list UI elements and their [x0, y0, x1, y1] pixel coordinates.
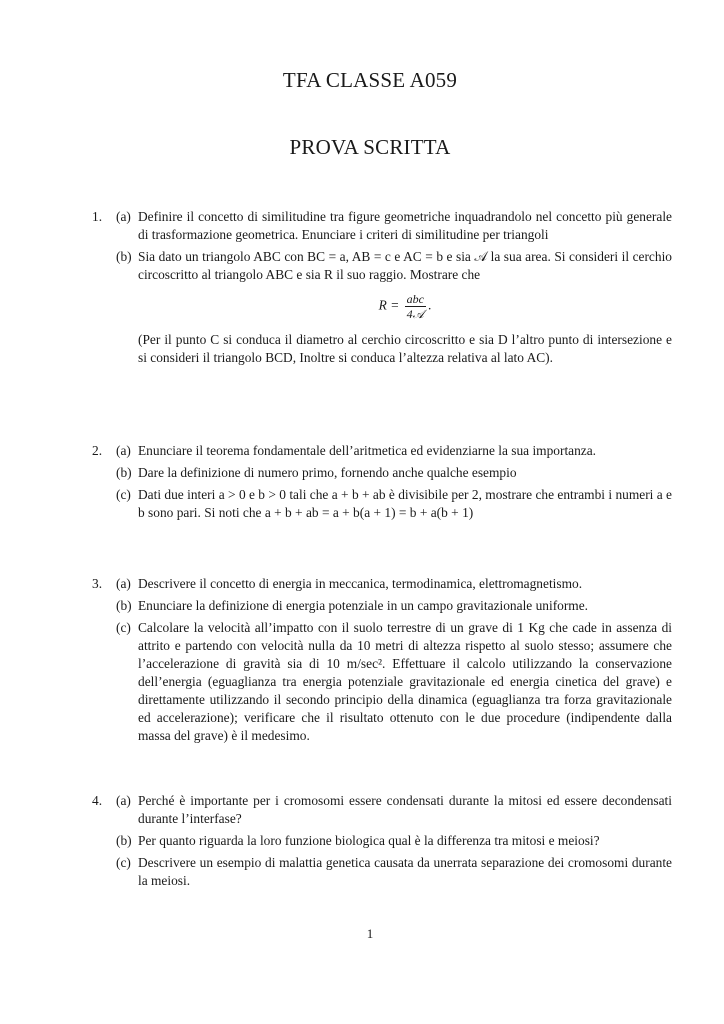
question-number: 3.: [92, 576, 103, 591]
part-text: Enunciare la definizione di energia potenziale in un campo gravitazionale uniforme.: [138, 598, 589, 613]
part-text: Enunciare il teorema fondamentale dell’aritmetica ed evidenziarne la sua importanza.: [138, 443, 597, 458]
part-label: (c): [116, 855, 131, 870]
part-note: (Per il punto C si conduca il diametro al cerchio circoscritto e sia D l’altro punto di intersezione e si consideri il triangolo BCD, Inoltre si conduca l’altezza relativa al lato AC).: [138, 332, 672, 365]
part-text: Descrivere un esempio di malattia genetica causata da unerrata separazione dei cromosomi durante la meiosi.: [138, 855, 672, 888]
part-text: Descrivere il concetto di energia in meccanica, termodinamica, elettromagnetismo.: [138, 576, 583, 591]
part-label: (a): [116, 209, 131, 224]
part-text: Sia dato un triangolo ABC con BC = a, AB = c e AC = b e sia 𝒜 la sua area. Si consideri il cerchio circoscritto al triangolo ABC e sia R il suo raggio. Mostrare che: [138, 249, 672, 282]
question-part: [116, 442, 672, 460]
part-label: (b): [116, 249, 132, 264]
formula-numerator: abc: [405, 292, 426, 307]
part-text: Calcolare la velocità all’impatto con il suolo terrestre di un grave di 1 Kg che cade in assenza di attrito e partendo con velocità nulla da 10 metri di altezza rispetto al suolo stesso; assumere che l’accelerazione di gravità sia di 10 m/sec². Effettuare il calcolo utilizzando la conservazione dell’energia (eguaglianza tra energia potenziale gravitazionale ed energia cinetica del grave) e direttamente utilizzando il secondo principio della dinamica (eguaglianza tra forza gravitazionale ed accelerazione); verificare che il risultato ottenuto con le due procedure (indipendente dalla massa del grave) è il medesimo.: [138, 620, 672, 743]
question-3: [92, 575, 672, 749]
page-title: TFA CLASSE A059: [282, 68, 458, 92]
question-part: [116, 619, 672, 745]
question-number: 2.: [92, 443, 103, 458]
formula-fraction: [405, 292, 426, 321]
part-label: (b): [116, 465, 132, 480]
question-part: [116, 792, 672, 828]
question-2: [92, 442, 672, 526]
question-part: [116, 575, 672, 593]
part-text: Perché è importante per i cromosomi essere condensati durante la mitosi ed essere decondensati durante l’interfase?: [138, 793, 672, 826]
question-4: [92, 792, 672, 894]
formula: [138, 292, 672, 321]
page-subtitle: PROVA SCRITTA: [289, 135, 451, 159]
part-label: (b): [116, 598, 132, 613]
question-part: [116, 854, 672, 890]
formula-end: .: [427, 297, 432, 313]
part-text: Definire il concetto di similitudine tra figure geometriche inquadrandolo nel concetto più generale di trasformazione geometrica. Enunciare i criteri di similitudine per triangoli: [138, 209, 672, 242]
part-label: (b): [116, 833, 132, 848]
question-part: [116, 832, 672, 850]
question-part: [116, 486, 672, 522]
question-number: 1.: [92, 209, 103, 224]
question-part: [116, 248, 672, 367]
page-number: 1: [366, 926, 374, 941]
question-number: 4.: [92, 793, 103, 808]
question-part: [116, 208, 672, 244]
part-text: Dare la definizione di numero primo, fornendo anche qualche esempio: [138, 465, 517, 480]
question-1: [92, 208, 672, 371]
formula-lhs: R =: [378, 297, 400, 313]
part-label: (c): [116, 620, 131, 635]
question-part: [116, 597, 672, 615]
part-text: Per quanto riguarda la loro funzione biologica qual è la differenza tra mitosi e meiosi?: [138, 833, 600, 848]
part-label: (c): [116, 487, 131, 502]
part-label: (a): [116, 576, 131, 591]
part-label: (a): [116, 443, 131, 458]
question-part: [116, 464, 672, 482]
part-text: Dati due interi a > 0 e b > 0 tali che a + b + ab è divisibile per 2, mostrare che entrambi i numeri a e b sono pari. Si noti che a + b + ab = a + b(a + 1) = b + a(b + 1): [138, 487, 672, 520]
formula-denominator: 4𝒜: [406, 307, 424, 321]
part-label: (a): [116, 793, 131, 808]
